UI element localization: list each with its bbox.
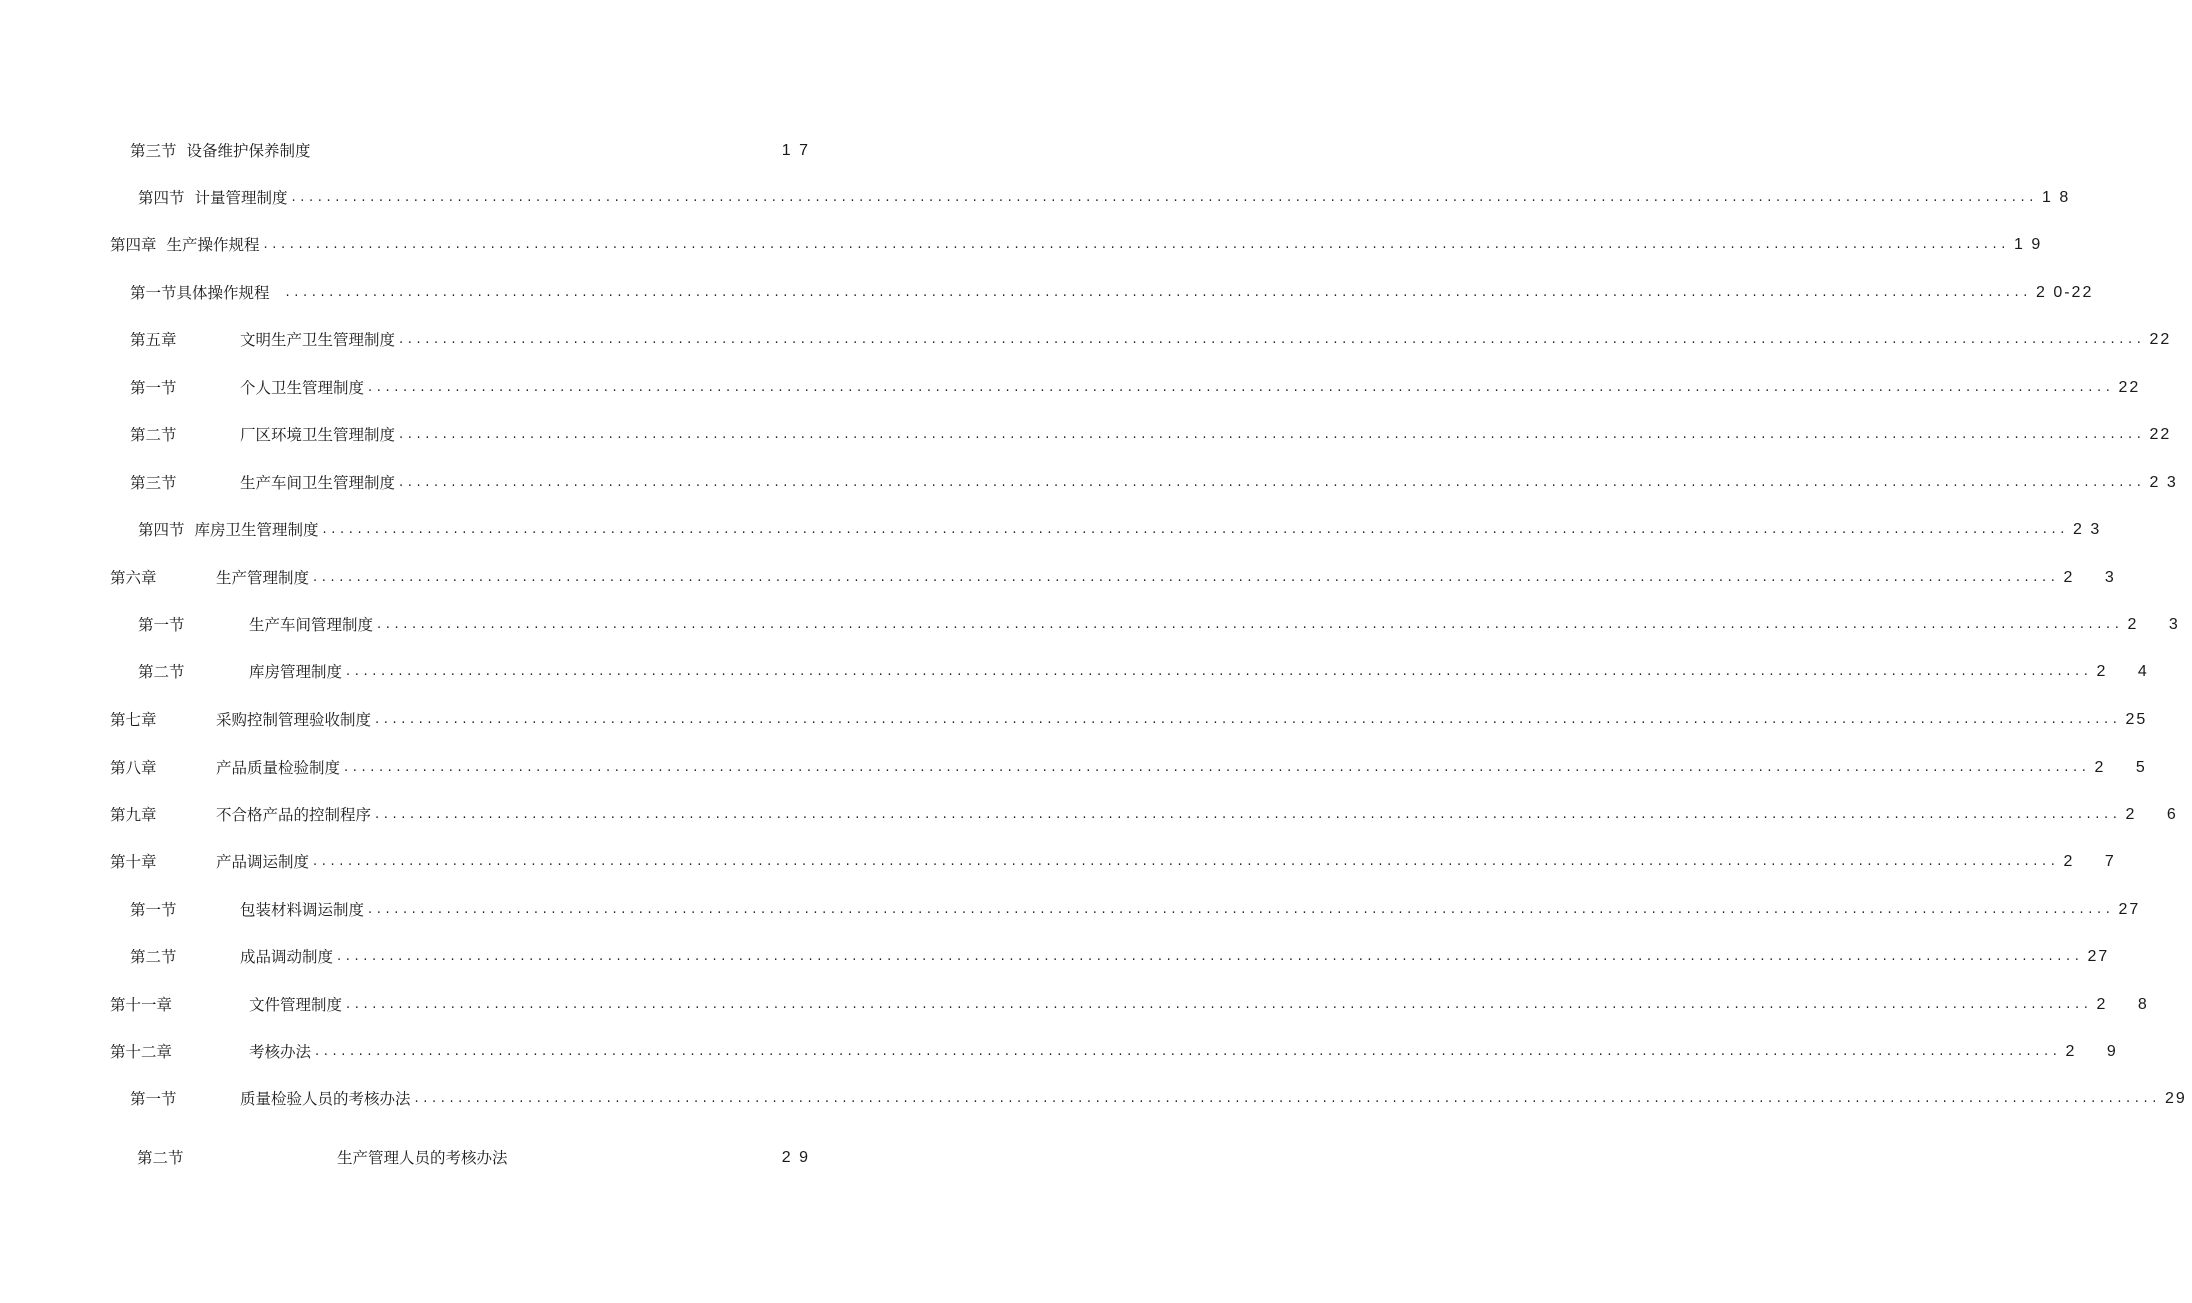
entry-page: 22 [2149,331,2172,348]
toc-entry [110,566,2128,590]
entry-label: 第三节 [130,474,177,492]
entry-title: 厂区环境卫生管理制度 [240,426,396,444]
entry-page: 22 [2118,379,2141,396]
toc-entry [137,1146,810,1170]
entry-title: 个人卫生管理制度 [240,379,365,397]
entry-page: 27 [2118,901,2141,918]
entry-page: 25 [2125,711,2148,728]
entry-label: 第十一章 [110,996,173,1014]
entry-page: 2 9 [2065,1043,2130,1060]
leader-dots: ........................................................................................................................................................................................................ [291,190,2038,205]
toc-entry [110,1040,2130,1064]
entry-title: 成品调动制度 [240,948,334,966]
entry-page: 2 0-22 [2035,284,2094,301]
entry-page: 2 8 [2096,996,2161,1013]
leader-dots: ........................................................................................................................................................................................................ [399,475,2146,490]
entry-label: 第一节 [138,616,185,634]
toc-entry [130,945,2110,969]
leader-dots: ........................................................................................................................................................................................................ [375,712,2122,727]
entry-label: 第六章 [110,569,157,587]
entry-label: 第二节 [130,948,177,966]
entry-label: 第四节 [138,189,185,207]
entry-label: 第四章 [110,236,157,254]
entry-title: 生产车间管理制度 [249,616,374,634]
entry-title: 产品质量检验制度 [216,759,341,777]
leader-dots: ........................................................................................................................................................................................................ [315,1044,2062,1059]
toc-entry [110,708,2148,732]
entry-label: 第九章 [110,806,157,824]
entry-title: 考核办法 [249,1043,312,1061]
entry-title: 质量检验人员的考核办法 [240,1090,411,1108]
entry-title: 文明生产卫生管理制度 [240,331,396,349]
entry-title: 库房管理制度 [249,663,343,681]
toc-entry [130,139,810,163]
entry-label: 第一节 [130,1090,177,1108]
toc-entry [130,898,2141,922]
entry-page: 2 6 [2125,806,2190,823]
entry-title: 生产车间卫生管理制度 [240,474,396,492]
entry-page: 2 3 [2063,569,2128,586]
leader-dots: ........................................................................................................................................................................................................ [377,617,2124,632]
toc-entry [110,803,2190,827]
entry-label: 第十二章 [110,1043,173,1061]
leader-dots: ........................................................................................................................................................................................................ [346,997,2093,1012]
toc-entry [138,613,2192,637]
leader-dots: ........................................................................................................................................................................................................ [322,522,2069,537]
entry-title: 生产管理人员的考核办法 [337,1149,508,1167]
toc-entry [110,850,2128,874]
leader-dots: ........................................................................................................................................................................................................ [313,570,2060,585]
entry-label: 第一节具体操作规程 [130,284,270,302]
entry-label: 第三节 [130,142,177,160]
entry-label: 第二节 [130,426,177,444]
entry-page: 29 [2164,1090,2187,1107]
entry-label: 第四节 [138,521,185,539]
toc-entry [110,993,2161,1017]
leader-dots: ........................................................................................................................................................................................................ [285,285,2032,300]
toc-entry [110,233,2043,257]
leader-dots: ........................................................................................................................................................................................................ [346,664,2093,679]
entry-label: 第一节 [130,901,177,919]
entry-page: 2 9 [781,1149,810,1166]
toc-entry [138,660,2161,684]
toc-entry [130,376,2141,400]
entry-page: 1 9 [2014,236,2043,253]
entry-page: 22 [2149,426,2172,443]
toc-entry [130,471,2178,495]
toc-entry [130,1087,2187,1111]
toc-entry [130,423,2172,447]
leader-dots: ........................................................................................................................................................................................................ [399,332,2146,347]
leader-dots: ........................................................................................................................................................................................................ [368,902,2115,917]
entry-page: 1 8 [2042,189,2071,206]
entry-label: 第七章 [110,711,157,729]
entry-label: 第二节 [138,663,185,681]
toc-entry [110,756,2159,780]
leader-dots: ........................................................................................................................................................................................................ [313,854,2060,869]
entry-page: 2 3 [2149,474,2178,491]
entry-title: 生产操作规程 [166,236,260,254]
entry-page: 2 4 [2096,663,2161,680]
entry-title: 设备维护保养制度 [186,142,311,160]
entry-label: 第二节 [137,1149,184,1167]
toc-entry [130,328,2172,352]
entry-page: 2 3 [2127,616,2192,633]
entry-title: 计量管理制度 [194,189,288,207]
toc-entry [138,518,2102,542]
leader-dots: ........................................................................................................................................................................................................ [344,760,2091,775]
leader-dots: ........................................................................................................................................................................................................ [399,427,2146,442]
entry-title: 不合格产品的控制程序 [216,806,372,824]
entry-title: 生产管理制度 [216,569,310,587]
entry-title: 文件管理制度 [249,996,343,1014]
toc-entry [130,281,2094,305]
entry-page: 2 5 [2094,759,2159,776]
entry-title: 库房卫生管理制度 [194,521,319,539]
entry-page: 2 3 [2073,521,2102,538]
entry-title: 采购控制管理验收制度 [216,711,372,729]
entry-page: 1 7 [781,142,810,159]
entry-label: 第八章 [110,759,157,777]
leader-dots: ........................................................................................................................................................................................................ [337,949,2084,964]
entry-page: 2 7 [2063,853,2128,870]
entry-title: 包装材料调运制度 [240,901,365,919]
entry-title: 产品调运制度 [216,853,310,871]
leader-dots: ........................................................................................................................................................................................................ [368,380,2115,395]
entry-label: 第五章 [130,331,177,349]
entry-label: 第十章 [110,853,157,871]
entry-page: 27 [2087,948,2110,965]
leader-dots: ........................................................................................................................................................................................................ [375,807,2122,822]
leader-dots: ........................................................................................................................................................................................................ [414,1091,2161,1106]
entry-label: 第一节 [130,379,177,397]
leader-dots: ........................................................................................................................................................................................................ [263,237,2010,252]
toc-entry [138,186,2071,210]
